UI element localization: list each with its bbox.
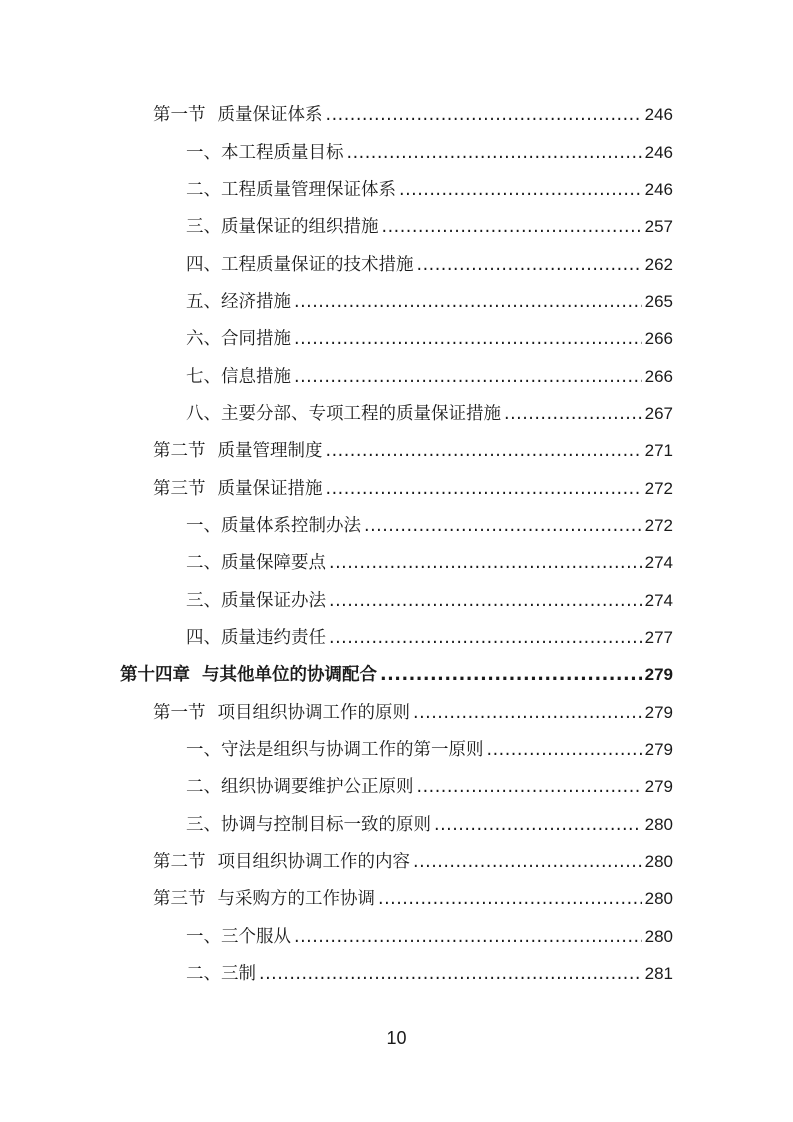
toc-entry-page: 274 bbox=[644, 553, 673, 572]
toc-leader-dots bbox=[347, 138, 642, 168]
toc-entry-page: 246 bbox=[644, 143, 673, 162]
toc-entry-label: 二、 bbox=[186, 553, 221, 573]
toc-entry-label: 四、 bbox=[186, 255, 221, 275]
toc-entry-title: 本工程质量目标 bbox=[221, 143, 344, 163]
toc-leader-dots bbox=[326, 474, 642, 504]
toc-entry[interactable] bbox=[186, 362, 673, 392]
toc-entry[interactable] bbox=[186, 548, 673, 578]
toc-leader-dots bbox=[399, 175, 642, 205]
toc-entry[interactable] bbox=[186, 138, 673, 168]
toc-leader-dots bbox=[417, 250, 642, 280]
toc-entry-label: 一、 bbox=[186, 740, 221, 760]
toc-entry-title: 三个服从 bbox=[221, 927, 291, 947]
toc-leader-dots bbox=[487, 735, 642, 765]
toc-entry-page: 277 bbox=[644, 628, 673, 647]
toc-leader-dots bbox=[259, 959, 642, 989]
toc-leader-dots bbox=[326, 100, 642, 130]
toc-leader-dots bbox=[382, 212, 642, 242]
toc-entry-page: 267 bbox=[644, 404, 673, 423]
toc-entry-label: 第三节 bbox=[153, 889, 206, 909]
toc-leader-dots bbox=[329, 548, 642, 578]
toc-entry-title: 质量违约责任 bbox=[221, 628, 326, 648]
toc-entry[interactable] bbox=[153, 474, 673, 504]
toc-entry-page: 272 bbox=[644, 479, 673, 498]
toc-entry-label: 四、 bbox=[186, 628, 221, 648]
toc-entry-title: 质量保证的组织措施 bbox=[221, 217, 379, 237]
toc-entry-label: 三、 bbox=[186, 217, 221, 237]
toc-entry[interactable] bbox=[186, 735, 673, 765]
toc-entry[interactable] bbox=[186, 175, 673, 205]
toc-entry-page: 246 bbox=[644, 180, 673, 199]
toc-leader-dots bbox=[294, 324, 642, 354]
toc-leader-dots bbox=[329, 586, 642, 616]
toc-entry-title: 经济措施 bbox=[221, 292, 291, 312]
toc-leader-dots bbox=[329, 623, 642, 653]
toc-entry[interactable] bbox=[153, 100, 673, 130]
toc-entry[interactable] bbox=[153, 436, 673, 466]
toc-entry[interactable] bbox=[186, 586, 673, 616]
toc-entry-page: 279 bbox=[644, 777, 673, 796]
toc-entry-label: 二、 bbox=[186, 964, 221, 984]
toc-entry-title: 合同措施 bbox=[221, 329, 291, 349]
toc-entry-label: 七、 bbox=[186, 367, 221, 387]
toc-entry-label: 一、 bbox=[186, 927, 221, 947]
toc-entry-page: 266 bbox=[644, 367, 673, 386]
toc-entry-title: 质量保证措施 bbox=[217, 479, 323, 499]
toc-entry-title: 项目组织协调工作的内容 bbox=[217, 852, 410, 872]
toc-entry-title: 主要分部、专项工程的质量保证措施 bbox=[221, 404, 501, 424]
toc-leader-dots bbox=[294, 287, 642, 317]
toc-entry-label: 第十四章 bbox=[120, 665, 190, 685]
toc-entry[interactable] bbox=[153, 698, 673, 728]
toc-entry-label: 第一节 bbox=[153, 105, 206, 125]
toc-entry-page: 279 bbox=[644, 740, 673, 759]
toc-entry-label: 一、 bbox=[186, 516, 221, 536]
toc-leader-dots bbox=[417, 772, 642, 802]
toc-entry-label: 六、 bbox=[186, 329, 221, 349]
toc-leader-dots bbox=[504, 399, 642, 429]
toc-entry-label: 第二节 bbox=[153, 441, 206, 461]
toc-entry[interactable] bbox=[186, 511, 673, 541]
toc-entry-title: 与其他单位的协调配合 bbox=[202, 665, 377, 685]
toc-entry[interactable] bbox=[186, 287, 673, 317]
toc-entry-label: 一、 bbox=[186, 143, 221, 163]
toc-entry-page: 280 bbox=[644, 927, 673, 946]
toc-entry[interactable] bbox=[186, 922, 673, 952]
toc-leader-dots bbox=[326, 436, 642, 466]
toc-entry-label: 第三节 bbox=[153, 479, 206, 499]
toc-entry-label: 第二节 bbox=[153, 852, 206, 872]
toc-entry-label: 三、 bbox=[186, 591, 221, 611]
toc-entry[interactable] bbox=[186, 772, 673, 802]
toc-entry-page: 279 bbox=[644, 703, 673, 722]
toc-leader-dots bbox=[294, 362, 642, 392]
toc-leader-dots bbox=[294, 922, 642, 952]
toc-entry-page: 280 bbox=[644, 889, 673, 908]
toc-entry[interactable] bbox=[186, 959, 673, 989]
toc-entry[interactable] bbox=[186, 399, 673, 429]
toc-entry-title: 组织协调要维护公正原则 bbox=[221, 777, 414, 797]
toc-entry[interactable] bbox=[186, 212, 673, 242]
toc-leader-dots bbox=[434, 810, 642, 840]
toc-entry[interactable] bbox=[153, 847, 673, 877]
toc-entry-page: 281 bbox=[644, 964, 673, 983]
toc-entry-page: 257 bbox=[644, 217, 673, 236]
toc-entry-page: 279 bbox=[644, 665, 673, 684]
toc-entry-label: 二、 bbox=[186, 777, 221, 797]
toc-entry-title: 信息措施 bbox=[221, 367, 291, 387]
toc-entry-label: 三、 bbox=[186, 815, 221, 835]
page-number: 10 bbox=[386, 1028, 407, 1048]
toc-entry-title: 质量保证办法 bbox=[221, 591, 326, 611]
toc-entry-page: 272 bbox=[644, 516, 673, 535]
toc-entry-title: 项目组织协调工作的原则 bbox=[217, 703, 410, 723]
toc-entry[interactable] bbox=[186, 623, 673, 653]
toc-entry-title: 质量管理制度 bbox=[217, 441, 323, 461]
toc-leader-dots bbox=[378, 884, 642, 914]
toc-entry-title: 质量保证体系 bbox=[217, 105, 323, 125]
toc-entry[interactable] bbox=[153, 884, 673, 914]
toc-entry[interactable] bbox=[186, 250, 673, 280]
toc-leader-dots bbox=[413, 847, 642, 877]
toc-entry-title: 质量保障要点 bbox=[221, 553, 326, 573]
toc-entry[interactable] bbox=[186, 810, 673, 840]
toc-entry-label: 二、 bbox=[186, 180, 221, 200]
toc-chapter-entry[interactable] bbox=[120, 660, 673, 690]
toc-entry-title: 工程质量管理保证体系 bbox=[221, 180, 396, 200]
toc-leader-dots bbox=[364, 511, 642, 541]
toc-entry-page: 271 bbox=[644, 441, 673, 460]
toc-entry-title: 三制 bbox=[221, 964, 256, 984]
toc-entry-page: 265 bbox=[644, 292, 673, 311]
toc-entry-title: 与采购方的工作协调 bbox=[217, 889, 375, 909]
toc-entry-page: 280 bbox=[644, 815, 673, 834]
toc-entry-page: 262 bbox=[644, 255, 673, 274]
toc-entry-label: 八、 bbox=[186, 404, 221, 424]
toc-leader-dots bbox=[380, 660, 642, 690]
toc-entry-title: 守法是组织与协调工作的第一原则 bbox=[221, 740, 484, 760]
toc-entry-title: 质量体系控制办法 bbox=[221, 516, 361, 536]
toc-entry-page: 266 bbox=[644, 329, 673, 348]
toc-entry-label: 第一节 bbox=[153, 703, 206, 723]
toc-leader-dots bbox=[413, 698, 642, 728]
toc-entry[interactable] bbox=[186, 324, 673, 354]
toc-entry-title: 协调与控制目标一致的原则 bbox=[221, 815, 431, 835]
toc-entry-title: 工程质量保证的技术措施 bbox=[221, 255, 414, 275]
toc-entry-page: 274 bbox=[644, 591, 673, 610]
toc-entry-page: 246 bbox=[644, 105, 673, 124]
toc-entry-label: 五、 bbox=[186, 292, 221, 312]
toc-entry-page: 280 bbox=[644, 852, 673, 871]
